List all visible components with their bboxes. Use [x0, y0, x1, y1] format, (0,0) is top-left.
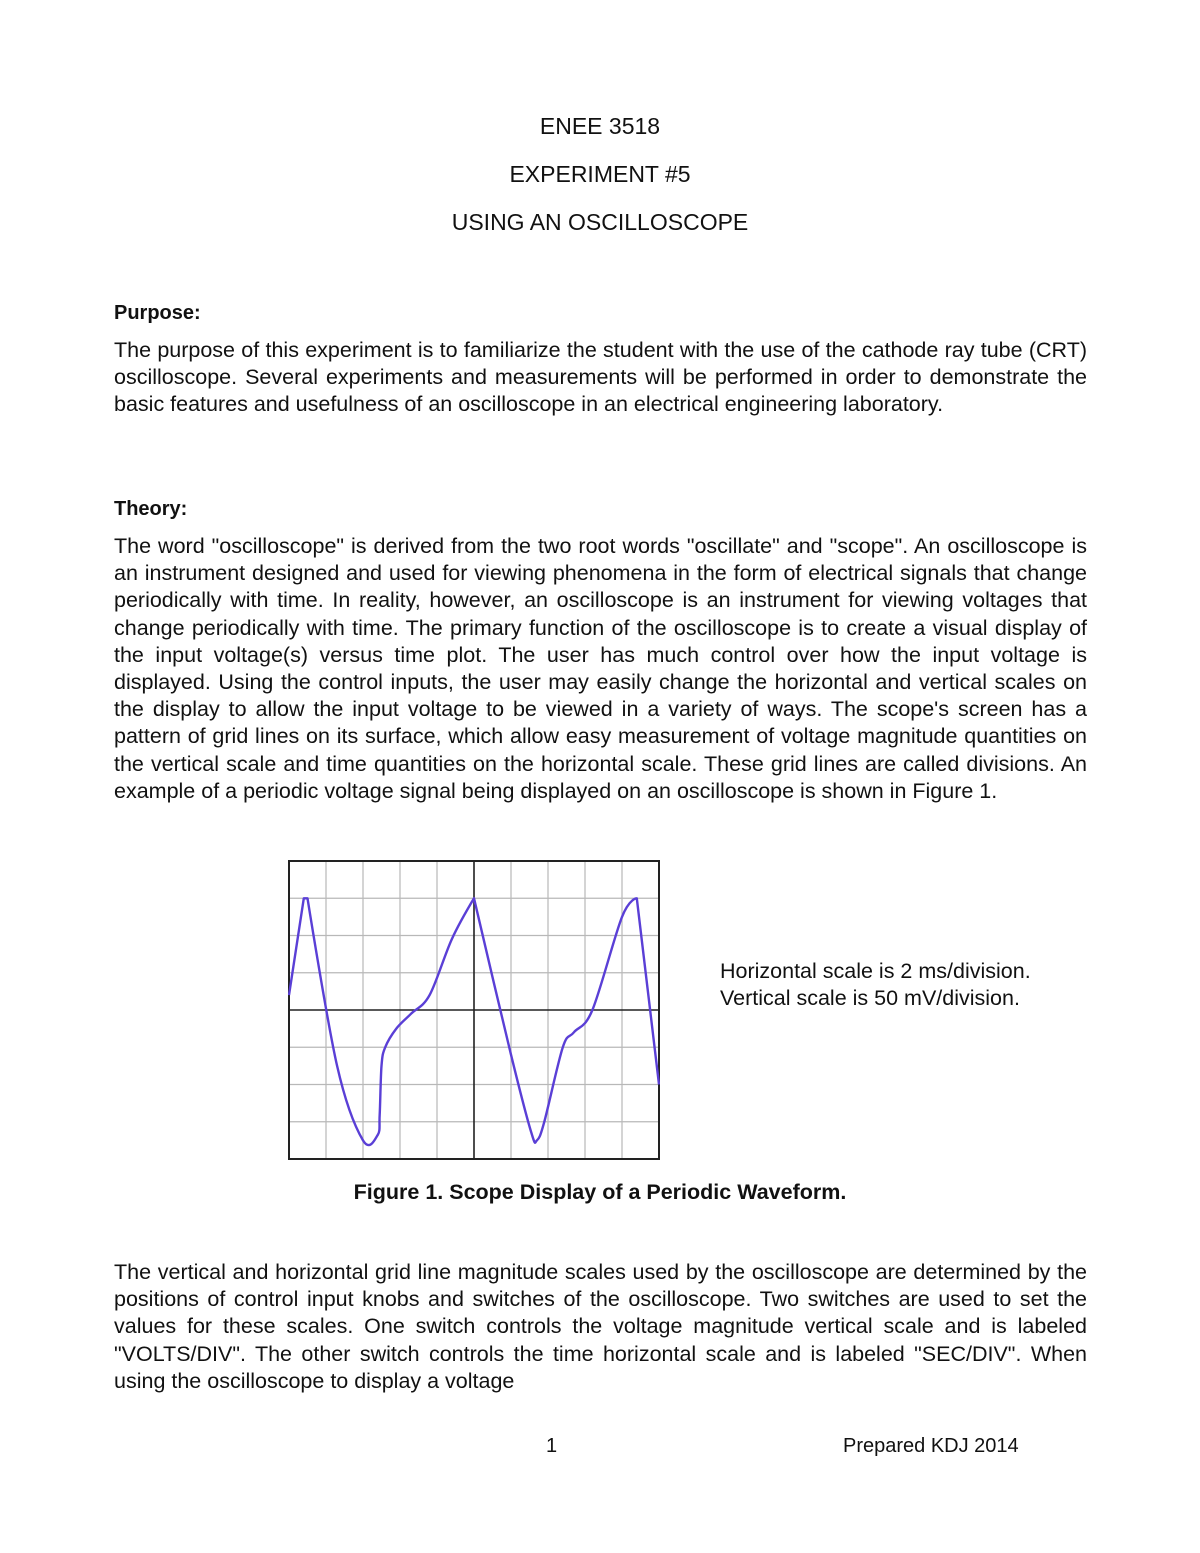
purpose-heading: Purpose: — [114, 302, 201, 324]
figure-scale-note — [720, 958, 1031, 1012]
experiment-name: USING AN OSCILLOSCOPE — [451, 209, 749, 235]
course-title: ENEE 3518 — [539, 113, 661, 139]
theory-heading: Theory: — [114, 498, 188, 520]
title-block — [0, 112, 1200, 256]
body-paragraph: The vertical and horizontal grid line magnitude scales used by the oscilloscope are determined by the positions of control input knobs and switches of the oscilloscope. Two switches are used to set the values for these scales. One switch controls the voltage magnitude vertical scale and is labeled "VOLTS/DIV". The other switch controls the time horizontal scale and is labeled "SEC/DIV". When using the oscilloscope to display a voltage — [114, 1260, 1087, 1393]
horizontal-scale-note: Horizontal scale is 2 ms/division. — [720, 959, 1031, 983]
prepared-by: Prepared KDJ 2014 — [843, 1435, 1019, 1457]
vertical-scale-note: Vertical scale is 50 mV/division. — [720, 986, 1020, 1010]
theory-paragraph: The word "oscilloscope" is derived from the two root words "oscillate" and "scope". An oscilloscope is an instrument designed and used for viewing phenomena in the form of electrical signals that change periodically with time. In reality, however, an oscilloscope is an instrument for viewing voltages that change periodically with time. The primary function of the oscilloscope is to create a visual display of the input voltage(s) versus time plot. The user has much control over how the input voltage is displayed. Using the control inputs, the user may easily change the horizontal and vertical scales on the display to allow the input voltage to be viewed in a variety of ways. The scope's screen has a pattern of grid lines on its surface, which allow easy measurement of voltage magnitude quantities on the vertical scale and time quantities on the horizontal scale. These grid lines are called divisions. An example of a periodic voltage signal being displayed on an oscilloscope is shown in Figure 1. — [114, 534, 1087, 803]
scope-display — [288, 860, 660, 1160]
figure-caption: Figure 1. Scope Display of a Periodic Waveform. — [353, 1180, 847, 1204]
page-number: 1 — [546, 1435, 558, 1457]
experiment-number: EXPERIMENT #5 — [509, 161, 691, 187]
purpose-paragraph: The purpose of this experiment is to familiarize the student with the use of the cathode ray tube (CRT) oscilloscope. Several experiments and measurements will be performed in order to demonstrate the basic features and usefulness of an oscilloscope in an electrical engineering laboratory. — [114, 338, 1087, 417]
